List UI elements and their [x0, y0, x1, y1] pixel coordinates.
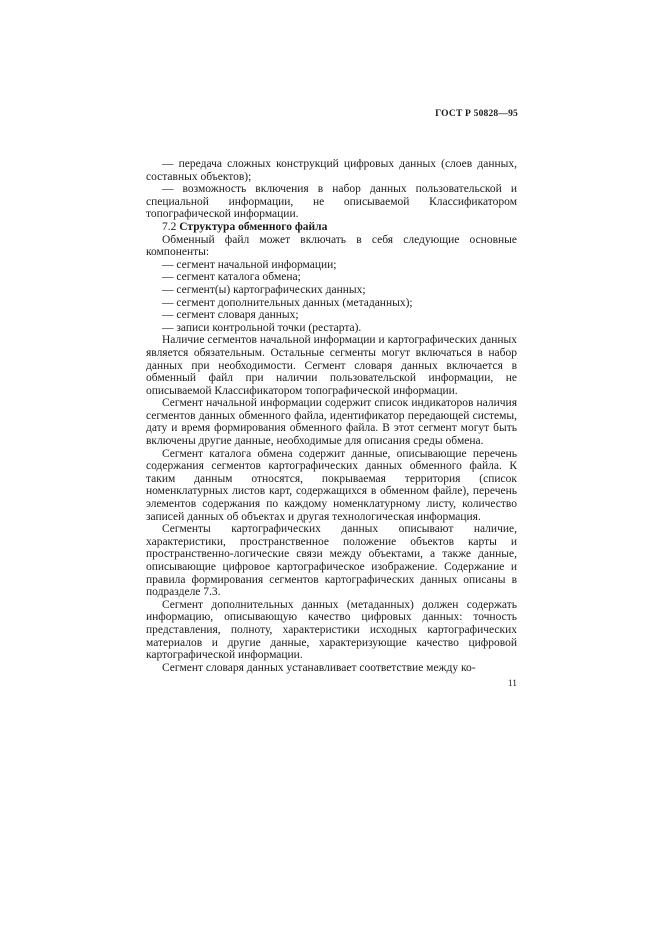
- paragraph: Сегмент начальной информации содержит список индикаторов наличия сегментов данных обменного файла, идентификатор передающей системы, дату и время формирования обменного файла. В этот сегмент могут быть включены другие данные, необходимые для описания среды обмена.: [146, 397, 517, 448]
- list-item: — сегмент каталога обмена;: [162, 271, 301, 284]
- document-body: [146, 158, 517, 674]
- section-number: 7.2: [162, 220, 177, 233]
- paragraph: Сегмент дополнительных данных (метаданных) должен содержать информацию, описывающую качество цифровых данных: точность представления, полноту, характеристики исходных картографических материалов и другие данные, характеризующие качество цифровой картографической информации.: [146, 598, 517, 662]
- list-item: — сегмент дополнительных данных (метаданных);: [162, 296, 413, 309]
- document-header: ГОСТ Р 50828—95: [435, 109, 518, 119]
- list-item: — передача сложных конструкций цифровых данных (слоев данных, составных объектов);: [146, 158, 517, 183]
- intro-paragraph: Обменный файл может включать в себя следующие основные компоненты:: [146, 233, 517, 259]
- list-item: — сегмент начальной информации;: [162, 258, 337, 271]
- paragraph: Наличие сегментов начальной информации и картографических данных является обязательным. Остальные сегменты могут включаться в набор данных при необходимости. Сегмент словаря данных включается в обменный файл при наличии пользовательской информации, не описываемой Классификатором топографической информации.: [146, 334, 517, 397]
- section-heading: [146, 221, 517, 234]
- paragraph: Сегменты картографических данных описывают наличие, характеристики, пространственное положение объектов карты и пространственно-логические связи между объектами, а также данные, описывающие цифровое картографическое изображение. Содержание и правила формирования сегментов картографических данных описаны в подразделе 7.3.: [146, 523, 517, 599]
- list-item: — записи контрольной точки (рестарта).: [162, 321, 362, 334]
- components-list: [146, 259, 517, 335]
- paragraph: Сегмент словаря данных устанавливает соответствие между ко-: [162, 661, 476, 674]
- list-item: — сегмент словаря данных;: [162, 309, 299, 322]
- list-item: — возможность включения в набор данных пользовательской и специальной информации, не описываемой Классификатором топографической информации.: [146, 183, 517, 221]
- section-title: Структура обменного файла: [179, 220, 328, 233]
- page-number: 11: [507, 679, 517, 689]
- list-item: — сегмент(ы) картографических данных;: [162, 283, 366, 296]
- paragraph: Сегмент каталога обмена содержит данные, описывающие перечень содержания сегментов картографических данных обменного файла. К таким данным относятся, покрываемая территория (список номенклатурных листов карт, содержащихся в обменном файле), перечень элементов содержания по каждому номенклатурному листу, количество записей данных об объектах и другая технологическая информация.: [146, 447, 517, 523]
